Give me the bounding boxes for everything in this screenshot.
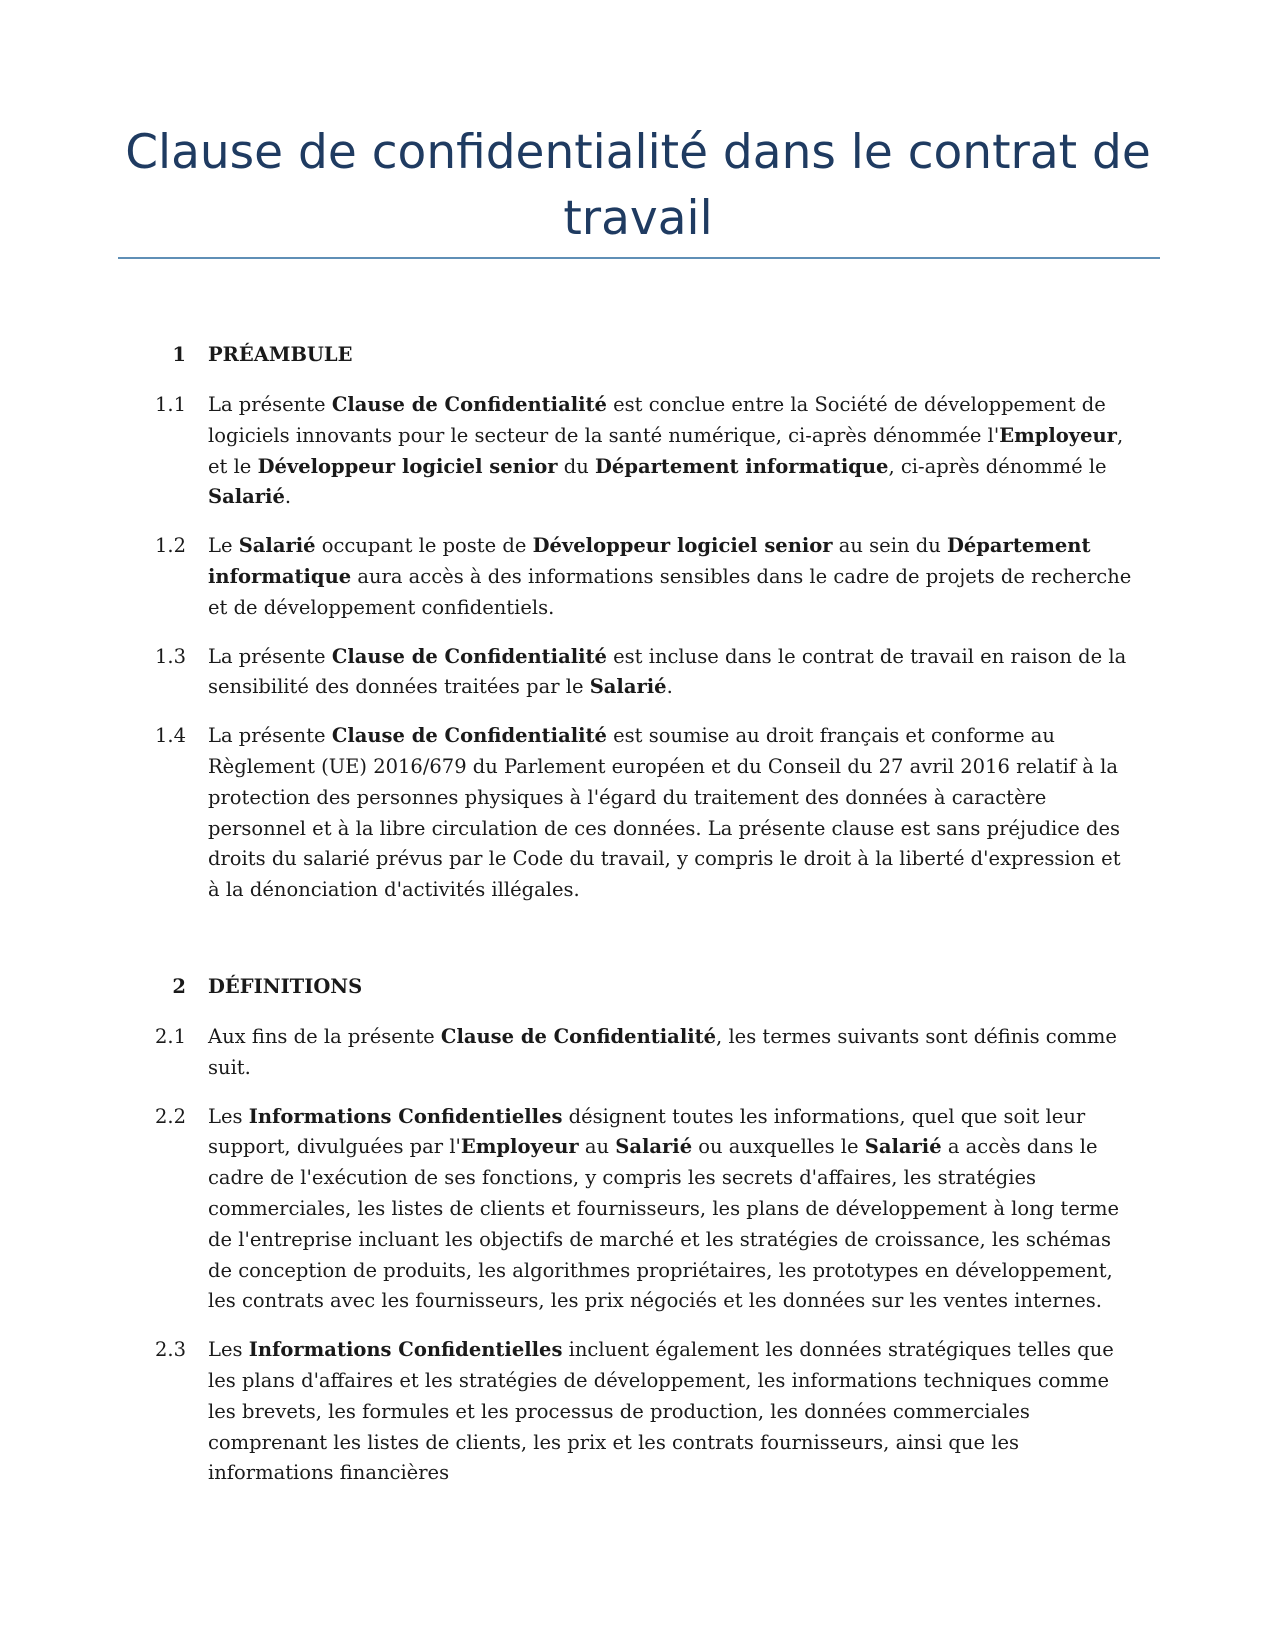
clause-number: 2.2 (154, 1104, 186, 1128)
bold-term: Clause de Confidentialité (440, 1024, 717, 1048)
bold-term: Développeur logiciel senior (257, 454, 558, 478)
section-number: 1 (172, 343, 186, 366)
bold-term: Clause de Confidentialité (331, 724, 607, 748)
document-body (0, 340, 1275, 1489)
clause-text: La présente Clause de Confidentialité est incluse dans le contrat de travail en raison de la sensibilité des données traitées par le Salarié. (208, 644, 1127, 699)
bold-term: Développeur logiciel senior (532, 534, 833, 558)
clause-number: 1.1 (154, 393, 186, 416)
title-divider (118, 257, 1160, 259)
bold-term: Salarié (238, 534, 316, 558)
bold-term: Clause de Confidentialité (331, 393, 607, 416)
clause-number: 2.3 (154, 1338, 186, 1362)
clause-number: 2.1 (154, 1024, 186, 1048)
bold-term: Salarié (208, 485, 285, 509)
clause (0, 1102, 1275, 1318)
clause-text: La présente Clause de Confidentialité est soumise au droit français et conforme au Règlement (UE) 2016/679 du Parlement européen et du Conseil du 27 avril 2016 relatif à la protection des personnes physiques à l'égard du traitement des données à caractère personnel et à la libre circulation de ces données. La présente clause est sans préjudice des droits du salarié prévus par le Code du travail, y compris le droit à la liberté d'expression et à la dénonciation d'activités illégales. (208, 724, 1121, 902)
section-heading (0, 972, 1275, 1002)
clause-text: Le Salarié occupant le poste de Développeur logiciel senior au sein du Département informatique aura accès à des informations sensibles dans le cadre de projets de recherche et de développement confidentiels. (208, 534, 1132, 619)
clause-number: 1.2 (154, 534, 186, 558)
clause-text: Les Informations Confidentielles incluent également les données stratégiques telles que les plans d'affaires et les stratégies de développement, les informations techniques comme les brevets, les formules et les processus de production, les données commerciales comprenant les listes de clients, les prix et les contrats fournisseurs, ainsi que les informations financières (208, 1338, 1114, 1485)
bold-term: Informations Confidentielles (248, 1104, 563, 1128)
clause (0, 1335, 1275, 1489)
bold-term: Informations Confidentielles (248, 1338, 563, 1362)
section-title: DÉFINITIONS (208, 974, 363, 998)
bold-term: Employeur (460, 1135, 579, 1159)
clause-text: Les Informations Confidentielles désignent toutes les informations, quel que soit leur support, divulguées par l'Employeur au Salarié ou auxquelles le Salarié a accès dans le cadre de l'exécution de ses fonctions, y compris les secrets d'affaires, les stratégies commerciales, les listes de clients et fournisseurs, les plans de développement à long terme de l'entreprise incluant les objectifs de marché et les stratégies de croissance, les schémas de conception de produits, les algorithmes propriétaires, les prototypes en développement, les contrats avec les fournisseurs, les prix négociés et les données sur les ventes internes. (208, 1104, 1120, 1313)
clause (0, 1022, 1275, 1084)
clause-number: 1.4 (154, 724, 186, 748)
clause (0, 390, 1275, 513)
bold-term: Salarié (615, 1135, 693, 1159)
bold-term: Salarié (864, 1135, 942, 1159)
clause-number: 1.3 (154, 644, 186, 668)
bold-term: Département informatique (208, 534, 1091, 588)
clause (0, 721, 1275, 906)
clause-text: La présente Clause de Confidentialité est conclue entre la Société de développement de logiciels innovants pour le secteur de la santé numérique, ci-après dénommée l'Employeur, et le Développeur logiciel senior du Département informatique, ci-après dénommé le Salarié. (208, 393, 1124, 509)
document-title: Clause de confidentialité dans le contrat de travail (125, 125, 1151, 246)
clause (0, 531, 1275, 623)
section-heading (0, 340, 1275, 370)
bold-term: Clause de Confidentialité (331, 644, 607, 668)
bold-term: Salarié (589, 675, 667, 699)
clause-text: Aux fins de la présente Clause de Confidentialité, les termes suivants sont définis comme suit. (208, 1024, 1117, 1079)
section-title: PRÉAMBULE (208, 343, 353, 366)
bold-term: Employeur (999, 423, 1117, 447)
section-number: 2 (172, 974, 186, 998)
clause (0, 642, 1275, 704)
bold-term: Département informatique (595, 454, 889, 478)
